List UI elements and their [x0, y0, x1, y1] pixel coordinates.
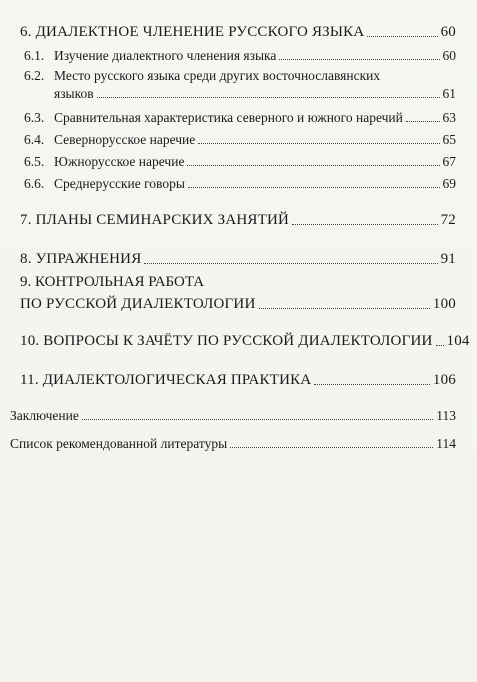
toc-page-number: 113: [436, 408, 456, 423]
toc-section-number: 6.1.: [24, 48, 45, 63]
toc-title: ПО РУССКОЙ ДИАЛЕКТОЛОГИИ: [20, 296, 256, 312]
leader-dots: [97, 97, 440, 98]
toc-chapter-9: [20, 296, 456, 313]
toc-title: Список рекомендованной литературы: [10, 436, 228, 451]
toc-page-number: 69: [442, 176, 456, 191]
toc-page-number: 100: [432, 296, 456, 312]
toc-section-6-2: [24, 68, 456, 84]
leader-dots: [188, 187, 440, 188]
toc-title: Среднерусские говоры: [54, 176, 185, 191]
leader-dots: [82, 419, 433, 420]
toc-page-number: 60: [440, 24, 456, 40]
leader-dots: [187, 165, 439, 166]
toc-page-number: 106: [432, 372, 456, 388]
toc-page-number: 61: [442, 86, 456, 101]
toc-page-number: 60: [442, 48, 456, 63]
toc-section-number: 6.3.: [24, 110, 45, 125]
leader-dots: [144, 263, 437, 264]
leader-dots: [406, 121, 440, 122]
leader-dots: [230, 447, 433, 448]
toc-title: 7. ПЛАНЫ СЕМИНАРСКИХ ЗАНЯТИЙ: [20, 212, 290, 228]
toc-section-6-2-continued: [54, 86, 456, 102]
toc-chapter-7: [20, 212, 456, 229]
toc-title: Севернорусское наречие: [54, 132, 196, 147]
toc-section-6-6: [24, 176, 456, 192]
toc-section-6-1: [24, 48, 456, 64]
toc-title: 6. ДИАЛЕКТНОЕ ЧЛЕНЕНИЕ РУССКОГО ЯЗЫКА: [20, 24, 365, 40]
toc-page-number: 114: [436, 436, 456, 451]
toc-chapter-10: [20, 333, 470, 350]
toc-title: 11. ДИАЛЕКТОЛОГИЧЕСКАЯ ПРАКТИКА: [20, 372, 312, 388]
toc-conclusion: [10, 408, 456, 424]
toc-title: Сравнительная характеристика северного и южного наречий: [54, 110, 403, 125]
toc-section-number: 6.5.: [24, 154, 45, 169]
toc-section-6-3: [24, 110, 456, 126]
toc-section-number: 6.4.: [24, 132, 45, 147]
toc-title-continued: языков: [54, 86, 94, 101]
toc-title: 10. ВОПРОСЫ К ЗАЧЁТУ ПО РУССКОЙ ДИАЛЕКТОЛОГИИ: [20, 333, 433, 349]
leader-dots: [436, 345, 444, 346]
toc-chapter-6: [20, 24, 456, 41]
toc-section-6-4: [24, 132, 456, 148]
toc-section-number: 6.6.: [24, 176, 45, 191]
leader-dots: [259, 308, 430, 309]
toc-title: Место русского языка среди других восточнославянских: [54, 68, 381, 83]
toc-section-number: 6.2.: [24, 68, 45, 83]
toc-title: Заключение: [10, 408, 79, 423]
leader-dots: [198, 143, 439, 144]
leader-dots: [367, 36, 437, 37]
toc-chapter-8: [20, 251, 456, 268]
toc-chapter-9-line1: 9. КОНТРОЛЬНАЯ РАБОТА: [20, 274, 205, 290]
toc-page-number: 72: [440, 212, 456, 228]
toc-page-number: 63: [442, 110, 456, 125]
toc-title: Изучение диалектного членения языка: [54, 48, 277, 63]
toc-page-number: 67: [442, 154, 456, 169]
leader-dots: [314, 384, 430, 385]
leader-dots: [279, 59, 439, 60]
toc-page-number: 91: [440, 251, 456, 267]
toc-section-6-5: [24, 154, 456, 170]
toc-page-number: 104: [446, 333, 470, 349]
toc-title: 8. УПРАЖНЕНИЯ: [20, 251, 142, 267]
toc-literature: [10, 436, 456, 452]
toc-chapter-11: [20, 372, 456, 389]
toc-title: Южнорусское наречие: [54, 154, 185, 169]
leader-dots: [292, 224, 438, 225]
toc-page-number: 65: [442, 132, 456, 147]
